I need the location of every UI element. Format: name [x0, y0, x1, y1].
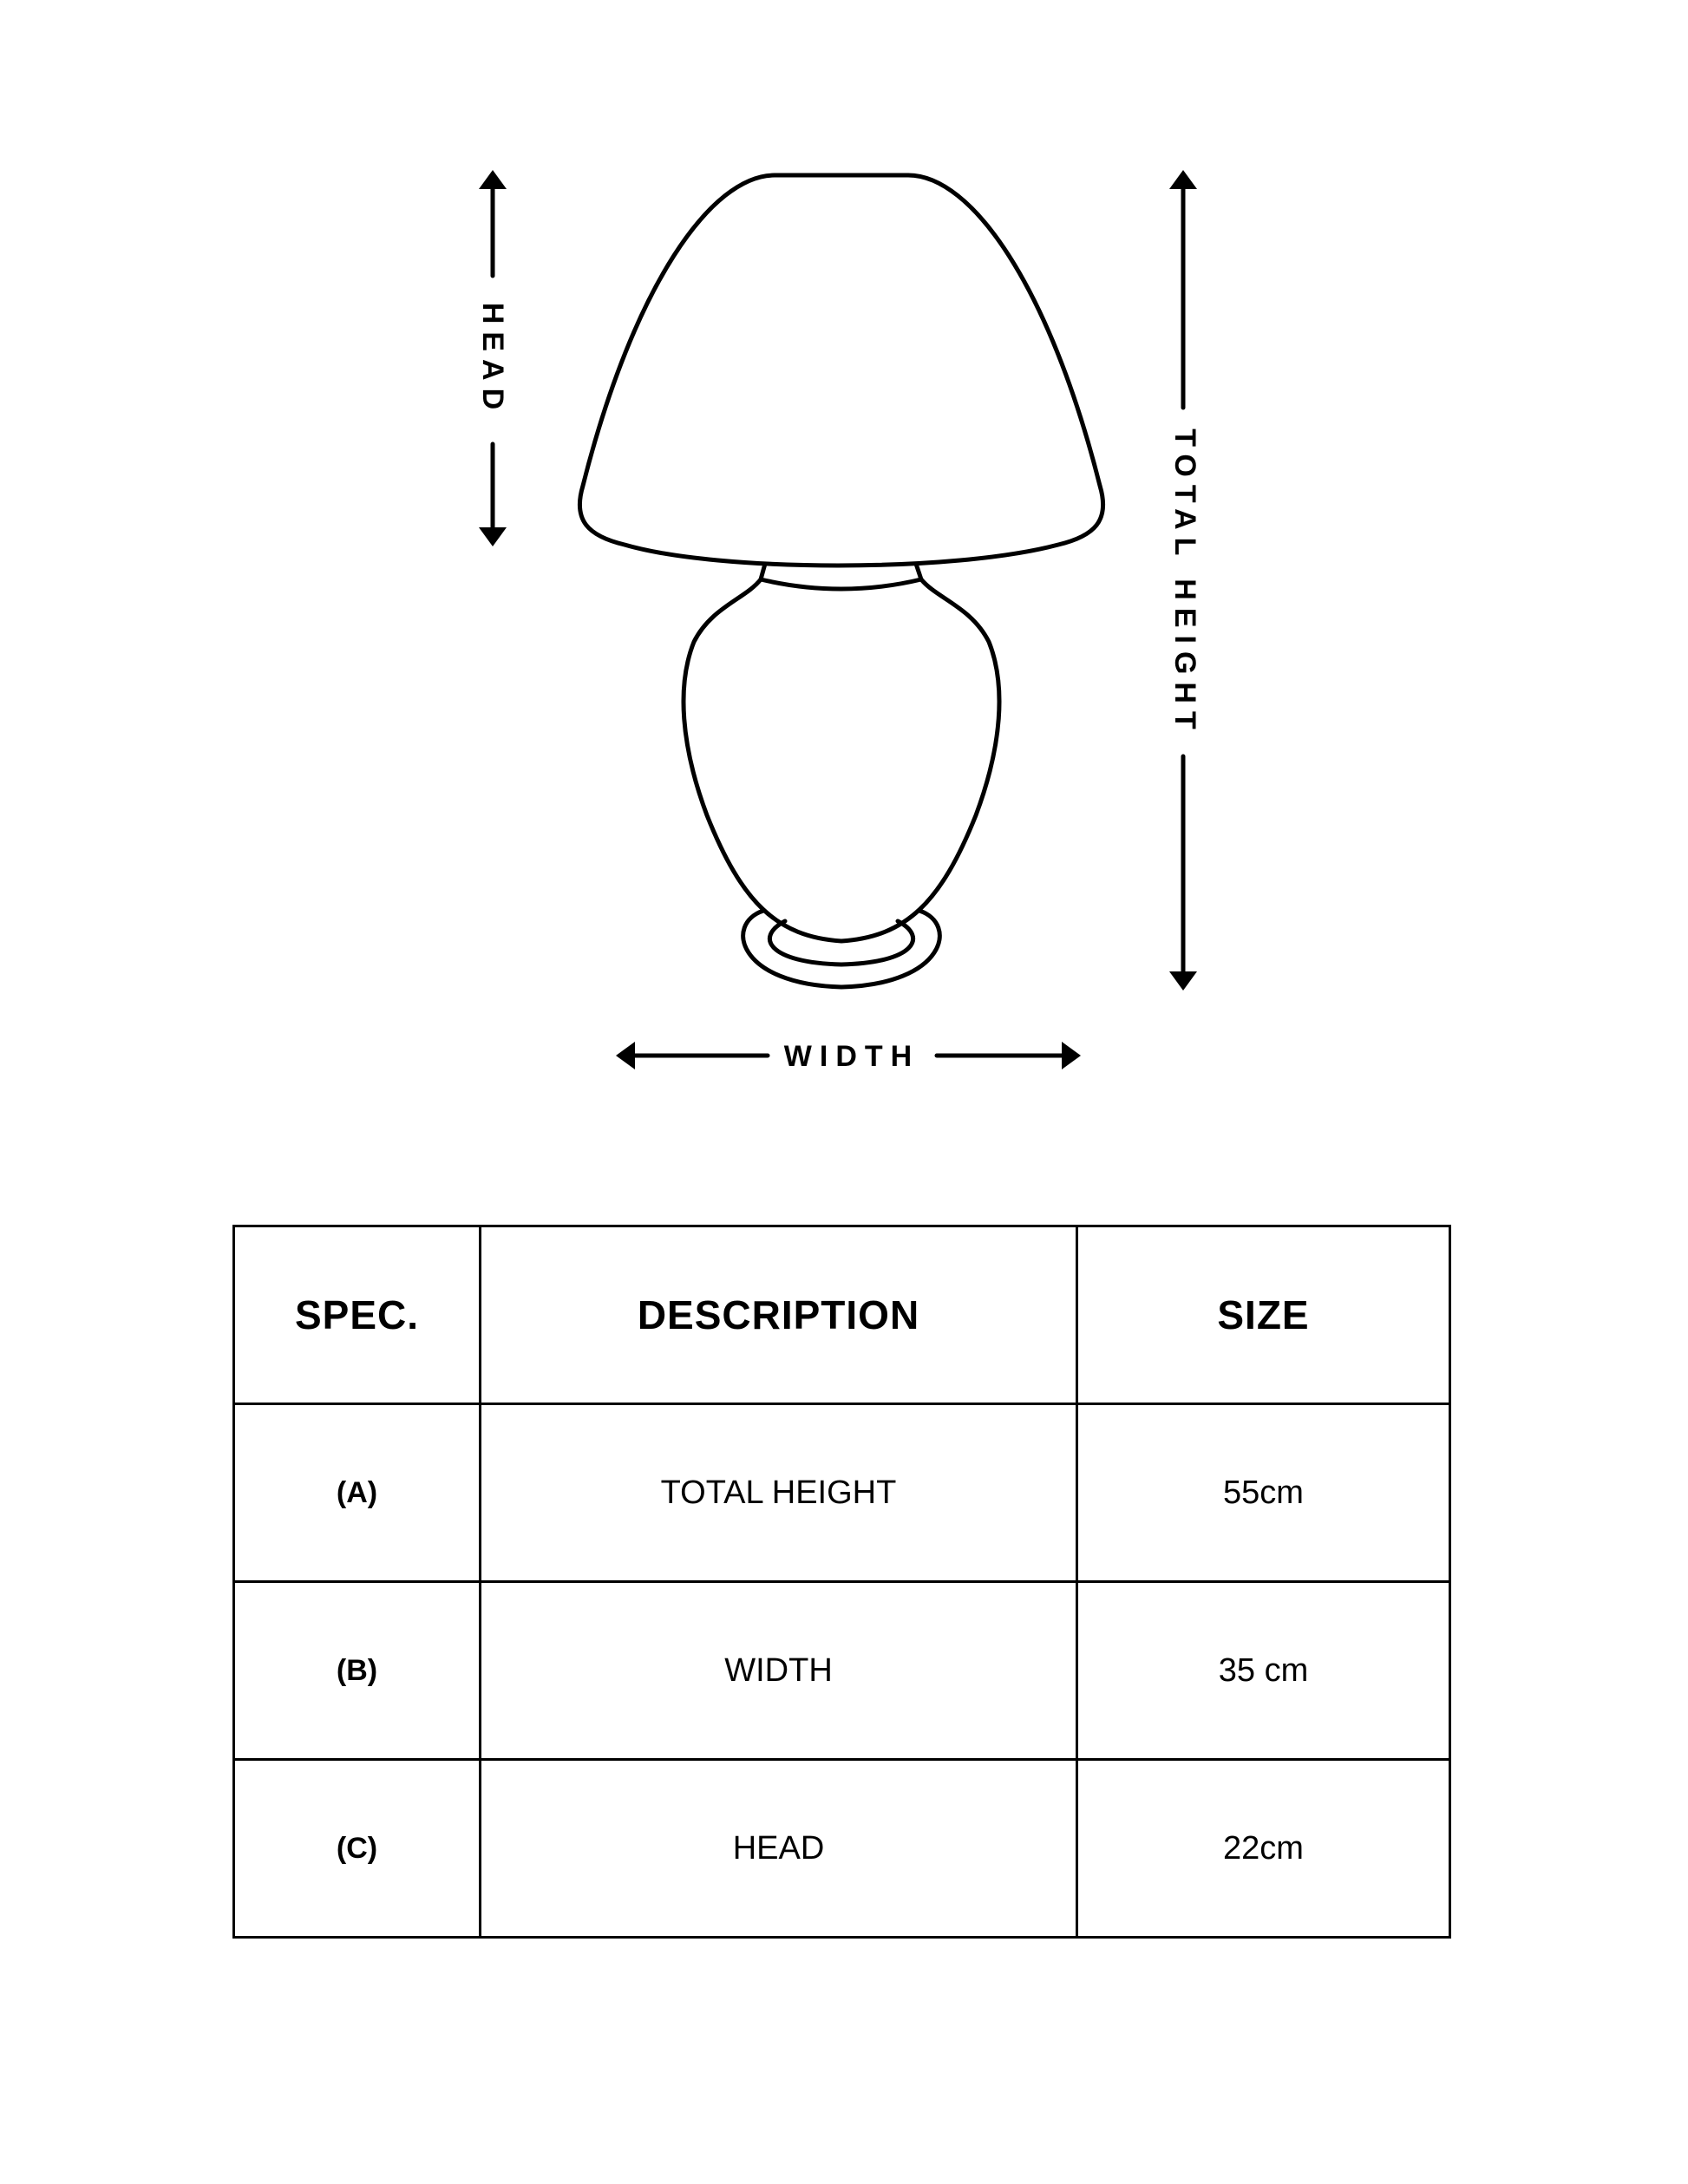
total-height-label: TOTAL HEIGHT [1168, 428, 1201, 737]
total-height-arrow-up-icon [1169, 170, 1197, 189]
lamp-shade [579, 175, 1102, 566]
header-size: SIZE [1077, 1226, 1450, 1404]
description-cell: WIDTH [481, 1582, 1077, 1760]
width-arrow-right-icon [1062, 1042, 1081, 1069]
table-header-row [234, 1226, 1450, 1404]
description-cell: HEAD [481, 1760, 1077, 1938]
header-description: DESCRIPTION [481, 1226, 1077, 1404]
header-spec: SPEC. [234, 1226, 481, 1404]
head-label: HEAD [476, 302, 509, 418]
width-label: WIDTH [783, 1040, 920, 1073]
spec-cell: (A) [234, 1404, 481, 1582]
spec-cell: (C) [234, 1760, 481, 1938]
table-row [234, 1760, 1450, 1938]
spec-table [232, 1225, 1451, 1939]
head-arrow-up-icon [479, 170, 507, 189]
table-row [234, 1582, 1450, 1760]
table-row [234, 1404, 1450, 1582]
total-height-arrow-down-icon [1169, 971, 1197, 991]
spec-cell: (B) [234, 1582, 481, 1760]
width-arrow-left-icon [616, 1042, 635, 1069]
size-cell: 22cm [1077, 1760, 1450, 1938]
size-cell: 55cm [1077, 1404, 1450, 1582]
size-cell: 35 cm [1077, 1582, 1450, 1760]
head-arrow-down-icon [479, 527, 507, 546]
lamp-body [684, 579, 999, 941]
description-cell: TOTAL HEIGHT [481, 1404, 1077, 1582]
